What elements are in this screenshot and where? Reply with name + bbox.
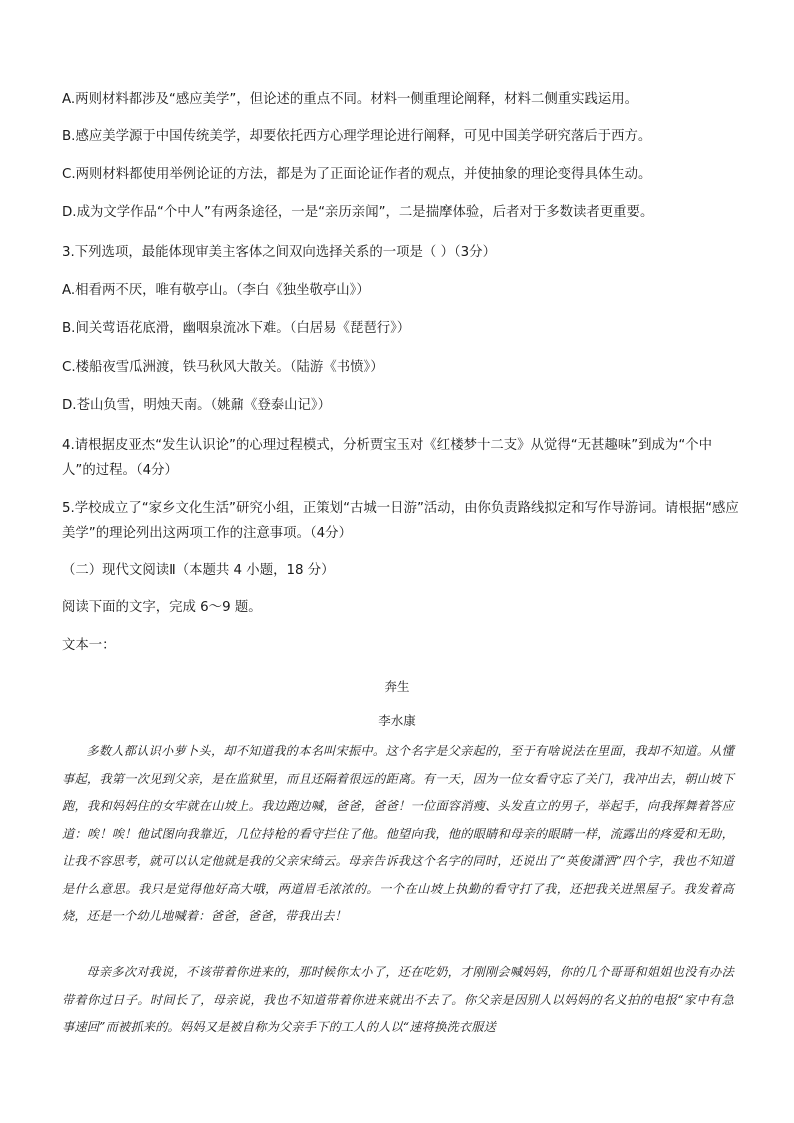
option-2b: B.感应美学源于中国传统美学，却要依托西方心理学理论进行阐释，可见中国美学研究落后于西方。: [62, 129, 652, 144]
option-2c: C.两则材料都使用举例论证的方法，都是为了正面论证作者的观点，并使抽象的理论变得具体生动。: [62, 167, 652, 182]
question-5: 5.学校成立了“家乡文化生活”研究小组，正策划“古城一日游”活动，由你负责路线拟定和写作导游词。请根据“感应美学”的理论列出这两项工作的注意事项。（4分）: [62, 501, 739, 541]
story-author: 李水康: [378, 713, 416, 728]
option-2a: A.两则材料都涉及“感应美学”，但论述的重点不同。材料一侧重理论阐释，材料二侧重实践运用。: [62, 92, 639, 107]
text-label: 文本一：: [62, 638, 116, 653]
option-2d: D.成为文学作品“个中人”有两条途径，一是“亲历亲闻”，二是揣摩体验，后者对于多数读者更重要。: [62, 205, 654, 220]
story-paragraph-2: 母亲多次对我说，不该带着你进来的，那时候你太小了，还在吃奶，才刚刚会喊妈妈，你的几个哥哥和姐姐也没有办法带着你过日子。时间长了，母亲说，我也不知道带着你进来就出不去了。你父亲是因别人以妈妈的名义拍的电报“家中有急事速回”而被抓来的。妈妈又是被自称为父亲手下的工人的人以“速将换洗衣服送: [62, 965, 734, 1034]
question-3-stem: 3.下列选项，最能体现审美主客体之间双向选择关系的一项是（ ）（3分）: [62, 245, 496, 260]
option-3d: D.苍山负雪，明烛天南。（姚鼐《登泰山记》）: [62, 398, 331, 413]
story-paragraph-1: 多数人都认识小萝卜头，却不知道我的本名叫宋振中。这个名字是父亲起的，至于有啥说法在里面，我却不知道。从懂事起，我第一次见到父亲，是在监狱里，而且还隔着很远的距离。有一天，因为一位女看守忘了关门，我冲出去，朝山坡下跑，我和妈妈住的女牢就在山坡上。我边跑边喊，爸爸，爸爸！一位面容消瘦、头发直立的男子，举起手，向我挥舞着答应道：唉！唉！他试图向我靠近，几位持枪的看守拦住了他。他望向我，他的眼睛和母亲的眼睛一样，流露出的疼爱和无助，让我不容思考，就可以认定他就是我的父亲宋绮云。母亲告诉我这个名字的同时，还说出了“英俊潇洒”四个字，我也不知道是什么意思。我只是觉得他好高大哦，两道眉毛浓浓的。一个在山坡上执勤的看守打了我，还把我关进黑屋子。我发着高烧，还是一个幼儿地喊着：爸爸，爸爸，带我出去！: [62, 744, 734, 923]
story-title: 奔生: [384, 679, 410, 694]
section-title: （二）现代文阅读Ⅱ（本题共 4 小题，18 分）: [62, 563, 335, 578]
option-3c: C.楼船夜雪瓜洲渡，铁马秋风大散关。（陆游《书愤》）: [62, 360, 384, 375]
option-3a: A.相看两不厌，唯有敬亭山。（李白《独坐敬亭山》）: [62, 283, 370, 298]
section-instruction: 阅读下面的文字，完成 6～9 题。: [62, 600, 262, 615]
question-4: 4.请根据皮亚杰“发生认识论”的心理过程模式，分析贾宝玉对《红楼梦十二支》从觉得“无甚趣味”到成为“个中人”的过程。（4分）: [62, 438, 713, 478]
option-3b: B.间关莺语花底滑，幽咽泉流冰下难。（白居易《琵琶行》）: [62, 321, 411, 336]
